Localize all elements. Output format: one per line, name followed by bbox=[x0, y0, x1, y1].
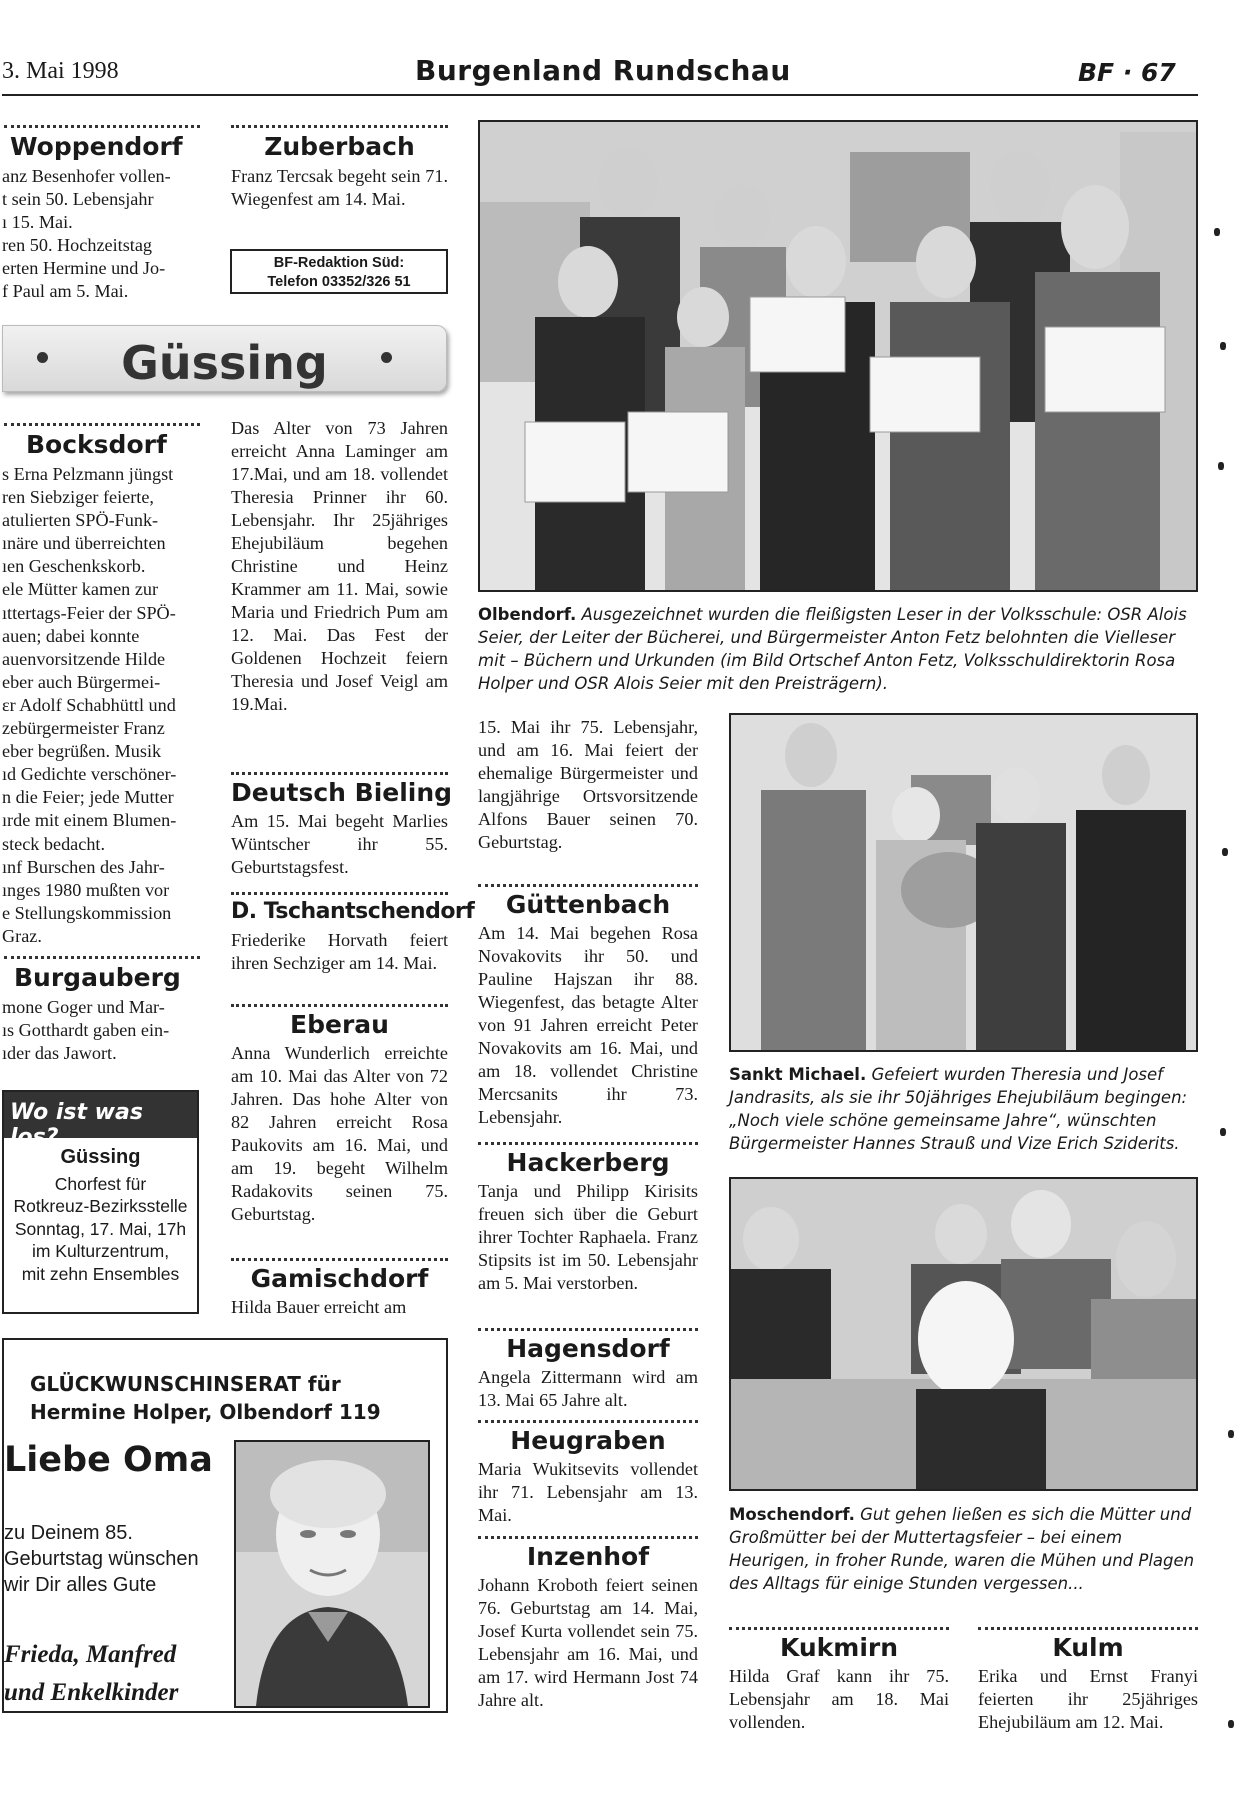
event-line: im Kulturzentrum, bbox=[31, 1241, 170, 1261]
caption-text: Gut gehen ließen es sich die Mütter und Großmütter bei der Muttertagsfeier – bei einem Heurigen, in froher Runde, waren die Mühen und Plagen des Alltags für einige Stunden vergessen... bbox=[729, 1505, 1195, 1593]
text-line: ıd Gedichte verschöner- bbox=[2, 764, 177, 785]
photo-olbendorf bbox=[478, 120, 1198, 592]
text-line: ren Siebziger feierte, bbox=[2, 487, 154, 508]
birthday-ad bbox=[2, 1338, 448, 1713]
text-line: auen; dabei konnte bbox=[2, 625, 140, 646]
photo-moschendorf bbox=[729, 1177, 1198, 1491]
text-line: auenvorsitzende Hilde bbox=[2, 648, 166, 669]
events-box bbox=[2, 1090, 199, 1314]
ad-title bbox=[30, 1370, 381, 1426]
issue-date: 3. Mai 1998 bbox=[2, 58, 119, 84]
text-line: f Paul am 5. Mai. bbox=[2, 281, 129, 301]
section-banner-guessing bbox=[2, 325, 447, 392]
scan-mark bbox=[1228, 1430, 1234, 1438]
section-title-kukmirn: Kukmirn bbox=[779, 1633, 899, 1662]
text-line: ɛr Adolf Schabhüttl und bbox=[2, 694, 176, 715]
divider bbox=[231, 772, 448, 775]
scan-mark bbox=[1228, 1720, 1234, 1728]
section-title-hagensdorf: Hagensdorf bbox=[506, 1334, 670, 1363]
ad-headline: Liebe Oma bbox=[4, 1440, 213, 1480]
article-guessing-dates: Das Alter von 73 Jahren erreicht Anna Laminger am 17.Mai, und am 18. vollendet Theresia Prinner ihr 60. Lebensjahr. Ihr 25jähriges Ehejubiläum begehen Christine und Heinz Krammer am 11. Mai, sowie Maria und Friedrich Pum am 12. Mai. Das Fest der Goldenen Hochzeit feiern Theresia und Josef Veigl am 19.Mai. bbox=[231, 418, 448, 714]
text-line: eber begrüßen. Musik bbox=[2, 741, 162, 762]
photo-sankt-michael bbox=[729, 713, 1198, 1052]
caption-moschendorf bbox=[729, 1503, 1204, 1595]
divider bbox=[478, 1420, 698, 1423]
divider bbox=[4, 956, 200, 959]
section-title-d-tschantschendorf: D. Tschantschendorf bbox=[231, 899, 475, 924]
article-hackerberg: Tanja und Philipp Kirisits freuen sich über die Geburt ihrer Tochter Raphaela. Franz Stipsits ist im 50. Lebensjahr am 5. Mai verstorben. bbox=[478, 1181, 698, 1293]
text-line: erten Hermine und Jo- bbox=[2, 258, 166, 278]
scan-mark bbox=[1214, 228, 1220, 236]
section-title-guettenbach: Güttenbach bbox=[505, 890, 671, 919]
text-line: ı 15. Mai. bbox=[2, 212, 73, 232]
article-continued: 15. Mai ihr 75. Lebensjahr, und am 16. Mai feiert der ehemalige Bürgermeister und langjährige Ortsvorsitzende Alfons Bauer seinen 70. Geburtstag. bbox=[478, 717, 698, 852]
text-line: e Stellungskommission bbox=[2, 902, 172, 923]
page-number: BF · 67 bbox=[1078, 58, 1176, 87]
divider bbox=[4, 125, 200, 128]
article-kukmirn: Hilda Graf kann ihr 75. Lebensjahr am 18. Mai vollenden. bbox=[729, 1666, 949, 1732]
newspaper-title: Burgenland Rundschau bbox=[415, 54, 791, 87]
article-inzenhof: Johann Kroboth feiert seinen 76. Geburtstag am 14. Mai, Josef Kurta vollendet sein 75. Lebensjahr am 16. Mai, und am 17. wird Hermann Jost 74 Jahre alt. bbox=[478, 1575, 698, 1710]
text-line: ıder das Jawort. bbox=[2, 1043, 117, 1063]
bullet-icon bbox=[381, 352, 392, 363]
text-line: steck bedacht. bbox=[2, 833, 106, 854]
text-line: ınges 1980 mußten vor bbox=[2, 879, 170, 900]
divider bbox=[231, 892, 448, 895]
text-line: n die Feier; jede Mutter bbox=[2, 787, 174, 808]
event-line: mit zehn Ensembles bbox=[21, 1263, 180, 1284]
article-woppendorf bbox=[2, 165, 202, 303]
signature-line: und Enkelkinder bbox=[4, 1679, 179, 1706]
celebration-photo-image bbox=[731, 1179, 1196, 1489]
text-line: ren 50. Hochzeitstag bbox=[2, 235, 152, 255]
text-line: zebürgermeister Franz bbox=[2, 718, 165, 739]
caption-place: Olbendorf. bbox=[478, 605, 577, 624]
text-line: ele Mütter kamen zur bbox=[2, 579, 159, 600]
caption-text: Gefeiert wurden Theresia und Josef Jandrasits, als sie ihr 50jähriges Ehejubiläum begingen: „Noch viele schöne gemeinsame Jahre“, wünschten Bürgermeister Hannes Strauß und Vize Erich Sziderits. bbox=[729, 1065, 1188, 1153]
header-rule bbox=[2, 94, 1198, 96]
event-line: Chorfest für bbox=[54, 1173, 147, 1194]
scan-mark bbox=[1220, 342, 1226, 350]
divider bbox=[4, 423, 200, 426]
section-title-eberau: Eberau bbox=[290, 1010, 389, 1039]
caption-text: Ausgezeichnet wurden die fleißigsten Leser in der Volksschule: OSR Alois Seier, der Leiter der Bücherei, und Bürgermeister Anton Fetz belohnten die Vielleser mit – Büchern und Urkunden (im Bild Ortschef Anton Fetz, Volksschuldirektorin Rosa Holper und OSR Alois Seier mit den Preisträgern). bbox=[478, 605, 1187, 693]
article-burgauberg bbox=[2, 996, 202, 1065]
scan-mark bbox=[1222, 848, 1228, 856]
events-box-body bbox=[4, 1146, 197, 1285]
ad-signature bbox=[4, 1636, 178, 1712]
divider bbox=[231, 125, 448, 128]
redaktion-label: BF-Redaktion Süd: bbox=[273, 255, 405, 271]
text-line: Graz. bbox=[2, 925, 42, 946]
caption-sankt-michael bbox=[729, 1063, 1204, 1155]
caption-olbendorf bbox=[478, 603, 1198, 695]
text-line: eber auch Bürgermei- bbox=[2, 671, 161, 692]
text-line: ınf Burschen des Jahr- bbox=[2, 856, 165, 877]
text-line: t sein 50. Lebensjahr bbox=[2, 189, 154, 209]
section-title-kulm: Kulm bbox=[1052, 1633, 1124, 1662]
redaktion-contact-box bbox=[230, 249, 448, 294]
events-box-title: Wo ist was los? bbox=[4, 1092, 197, 1138]
article-d-tschantschendorf: Friederike Horvath feiert ihren Sechziger am 14. Mai. bbox=[231, 930, 448, 973]
section-title-bocksdorf: Bocksdorf bbox=[26, 430, 167, 459]
text-line: atulierten SPÖ-Funk- bbox=[2, 510, 159, 531]
divider bbox=[978, 1627, 1198, 1630]
text-line: ıen Geschenkskorb. bbox=[2, 556, 146, 577]
section-title-woppendorf: Woppendorf bbox=[10, 132, 183, 161]
event-place: Güssing bbox=[60, 1146, 141, 1168]
ad-title-line: Hermine Holper, Olbendorf 119 bbox=[30, 1400, 381, 1424]
divider bbox=[478, 1328, 698, 1331]
article-bocksdorf bbox=[2, 463, 202, 948]
scan-mark bbox=[1220, 1128, 1226, 1136]
ad-title-line: GLÜCKWUNSCHINSERAT für bbox=[30, 1372, 341, 1396]
article-guettenbach: Am 14. Mai begehen Rosa Novakovits ihr 50. und Pauline Hajszan ihr 88. Wiegenfest, das betagte Alter von 91 Jahren erreicht Peter Novakovits am 16. Mai, und am 18. vollendet Christine Mercsanits ihr 73. Lebensjahr. bbox=[478, 923, 698, 1127]
article-deutsch-bieling: Am 15. Mai begeht Marlies Wüntscher ihr 55. Geburtstagsfest. bbox=[231, 811, 448, 877]
section-title-heugraben: Heugraben bbox=[510, 1426, 666, 1455]
divider bbox=[231, 1004, 448, 1007]
article-gamischdorf: Hilda Bauer erreicht am bbox=[231, 1297, 407, 1317]
article-kulm: Erika und Ernst Franyi feierten ihr 25jähriges Ehejubiläum am 12. Mai. bbox=[978, 1666, 1198, 1732]
caption-place: Sankt Michael. bbox=[729, 1065, 867, 1084]
banner-title: Güssing bbox=[121, 336, 328, 390]
divider bbox=[478, 884, 698, 887]
couple-photo-image bbox=[731, 715, 1196, 1050]
text-line: ıttertags-Feier der SPÖ- bbox=[2, 602, 176, 623]
event-line: Sonntag, 17. Mai, 17h bbox=[14, 1218, 187, 1239]
section-title-gamischdorf: Gamischdorf bbox=[250, 1264, 429, 1293]
divider bbox=[478, 1536, 698, 1539]
section-title-deutsch-bieling: Deutsch Bieling bbox=[231, 778, 453, 807]
text-line: ıs Gotthardt gaben ein- bbox=[2, 1020, 170, 1040]
text-line: anz Besenhofer vollen- bbox=[2, 166, 171, 186]
text-line: mone Goger und Mar- bbox=[2, 997, 165, 1017]
divider bbox=[231, 1258, 448, 1261]
ad-message: zu Deinem 85. Geburtstag wünschen wir Dir alles Gute bbox=[4, 1522, 199, 1596]
portrait-image bbox=[236, 1442, 428, 1706]
text-line: ırde mit einem Blumen- bbox=[2, 810, 177, 831]
article-heugraben: Maria Wukitsevits vollendet ihr 71. Lebensjahr am 13. Mai. bbox=[478, 1459, 698, 1525]
article-eberau: Anna Wunderlich erreichte am 10. Mai das Alter von 72 Jahren. Das hohe Alter von 82 Jahren erreicht Rosa Paukovits am 16. Mai, und am 19. begeht Wilhelm Radakovits seinen 75. Geburtstag. bbox=[231, 1043, 448, 1224]
article-hagensdorf: Angela Zittermann wird am 13. Mai 65 Jahre alt. bbox=[478, 1367, 698, 1410]
section-title-hackerberg: Hackerberg bbox=[506, 1148, 670, 1177]
caption-place: Moschendorf. bbox=[729, 1505, 855, 1524]
article-zuberbach: Franz Tercsak begeht sein 71. Wiegenfest am 14. Mai. bbox=[231, 166, 448, 209]
section-title-zuberbach: Zuberbach bbox=[264, 132, 415, 161]
section-title-inzenhof: Inzenhof bbox=[526, 1542, 650, 1571]
section-title-burgauberg: Burgauberg bbox=[14, 963, 181, 992]
divider bbox=[729, 1627, 949, 1630]
signature-line: Frieda, Manfred bbox=[4, 1641, 177, 1668]
redaktion-phone: Telefon 03352/326 51 bbox=[267, 274, 411, 290]
divider bbox=[478, 1142, 698, 1145]
text-line: s Erna Pelzmann jüngst bbox=[2, 464, 174, 484]
portrait-photo bbox=[234, 1440, 430, 1708]
group-photo-image bbox=[480, 122, 1196, 590]
event-line: Rotkreuz-Bezirksstelle bbox=[13, 1196, 188, 1216]
text-line: ınäre und überreichten bbox=[2, 533, 166, 554]
scan-mark bbox=[1218, 462, 1224, 470]
